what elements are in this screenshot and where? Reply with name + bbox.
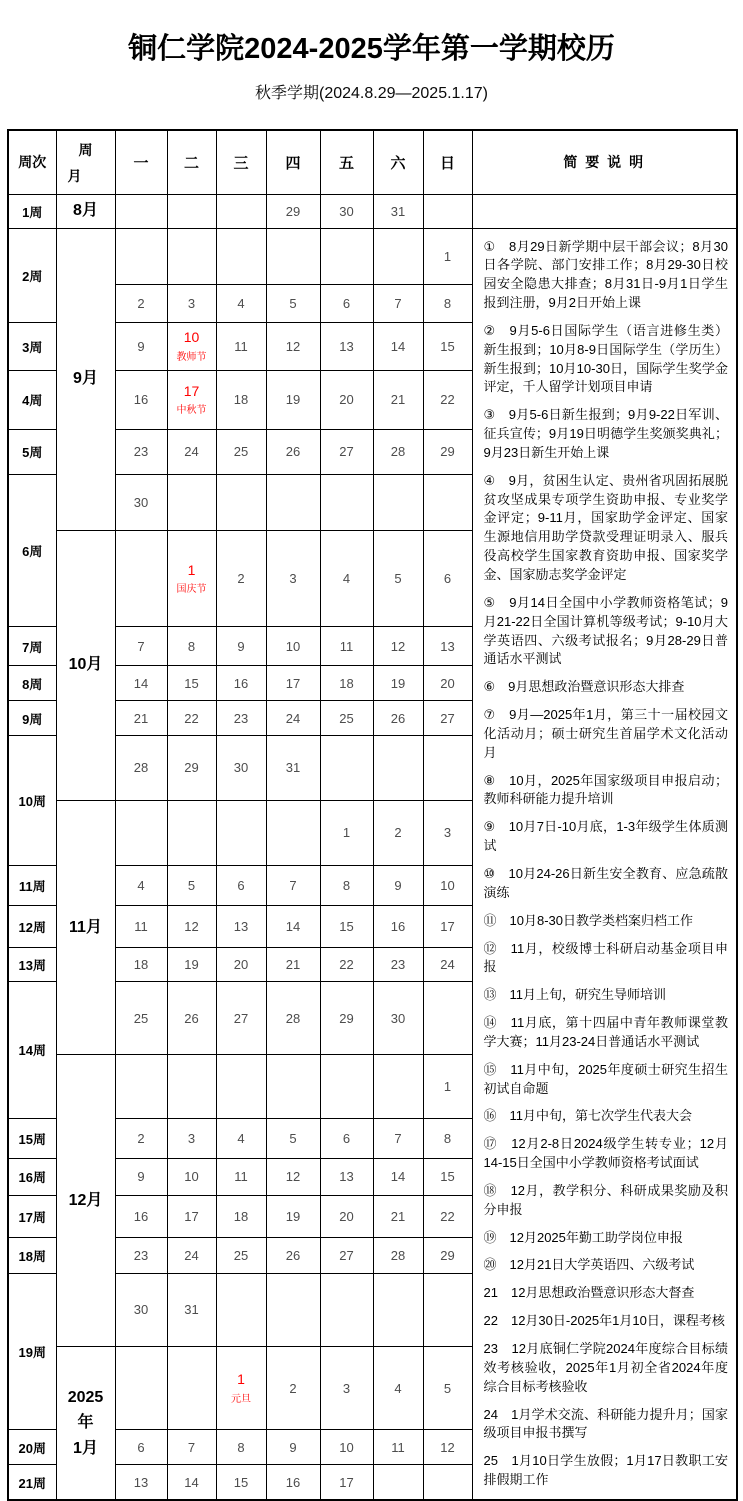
day-cell: 19 <box>373 666 423 701</box>
week-cell: 14周 <box>8 981 56 1118</box>
day-cell: 30 <box>320 194 373 228</box>
week-cell: 8周 <box>8 666 56 701</box>
day-cell <box>423 1273 472 1346</box>
day-cell: 18 <box>115 947 167 981</box>
day-cell: 3 <box>167 1118 216 1158</box>
day-cell: 26 <box>167 981 216 1054</box>
day-cell: 2 <box>373 800 423 865</box>
day-cell: 5 <box>167 865 216 905</box>
day-cell: 20 <box>320 370 373 429</box>
day-cell: 29 <box>423 1237 472 1273</box>
day-cell: 9 <box>266 1430 320 1465</box>
note-item: ⑥ 9月思想政治暨意识形态大排查 <box>483 679 685 695</box>
day-cell: 20 <box>423 666 472 701</box>
holiday-label: 教师节 <box>176 351 207 363</box>
day-cell: 23 <box>115 1237 167 1273</box>
holiday-cell-mid-autumn <box>167 370 216 429</box>
day-cell: 30 <box>115 474 167 530</box>
day-cell: 10 <box>266 627 320 666</box>
day-cell: 28 <box>373 1237 423 1273</box>
day-cell <box>320 736 373 800</box>
note-item: 25 1月10日学生放假；1月17日教职工安排假期工作 <box>483 1453 728 1488</box>
day-cell: 7 <box>115 627 167 666</box>
note-item: ⑰ 12月2-8日2024级学生转专业；12月14-15日全国中小学教师资格考试面试 <box>483 1136 728 1171</box>
day-cell: 11 <box>320 627 373 666</box>
day-cell: 7 <box>373 1118 423 1158</box>
holiday-date: 1 <box>187 561 196 578</box>
month-cell-dec: 12月 <box>56 1055 115 1347</box>
day-cell: 10 <box>423 865 472 905</box>
day-cell <box>167 228 216 284</box>
day-cell: 18 <box>216 1195 266 1237</box>
day-cell: 2 <box>216 530 266 626</box>
day-cell: 23 <box>115 429 167 474</box>
holiday-label: 中秋节 <box>176 405 207 417</box>
day-cell: 21 <box>373 370 423 429</box>
day-cell: 5 <box>373 530 423 626</box>
day-cell: 22 <box>423 1195 472 1237</box>
day-cell <box>320 1055 373 1118</box>
month-cell-oct: 10月 <box>56 530 115 800</box>
day-cell <box>423 981 472 1054</box>
day-cell: 20 <box>320 1195 373 1237</box>
week-cell: 20周 <box>8 1430 56 1465</box>
week-cell: 1周 <box>8 194 56 228</box>
day-cell <box>423 194 472 228</box>
day-cell: 8 <box>167 627 216 666</box>
note-item: ⑧ 10月，2025年国家级项目申报启动；教师科研能力提升培训 <box>483 772 728 807</box>
calendar-table <box>7 129 738 1501</box>
header-week-col: 周次 <box>8 130 56 194</box>
day-cell: 6 <box>423 530 472 626</box>
day-cell: 3 <box>266 530 320 626</box>
note-item: ⑩ 10月24-26日新生安全教育、应急疏散演练 <box>483 865 728 900</box>
note-item: ⑤ 9月14日全国中小学教师资格笔试；9月21-22日全国计算机等级考试；9-10月大学英语四、六级考试报名；9月28-29日普通话水平测试 <box>483 594 728 667</box>
note-item: ② 9月5-6日国际学生（语言进修生类）新生报到；10月8-9日国际学生（学历生）新生报到；10月10-30日，国际学生奖学金评定，千人留学计划项目申请 <box>483 322 728 395</box>
day-cell: 3 <box>167 284 216 322</box>
note-item: ④ 9月，贫困生认定、贵州省巩固拓展脱贫攻坚成果专项学生资助申报、专业奖学金评定；9-11月，国家助学金评定、国家生源地信用助学贷款受理证明录入、服兵役高校学生国家教育资助申报、国家奖学金、国家励志奖学金评定 <box>483 472 728 582</box>
day-cell: 24 <box>266 701 320 736</box>
month-cell-aug: 8月 <box>56 194 115 228</box>
day-cell <box>373 1273 423 1346</box>
holiday-cell-national-day <box>167 530 216 626</box>
day-cell: 27 <box>216 981 266 1054</box>
day-cell: 11 <box>115 905 167 947</box>
day-cell: 5 <box>266 284 320 322</box>
header-tuesday: 二 <box>167 130 216 194</box>
day-cell <box>115 194 167 228</box>
day-cell: 13 <box>423 627 472 666</box>
week-cell: 9周 <box>8 701 56 736</box>
day-cell: 4 <box>216 284 266 322</box>
day-cell: 23 <box>216 701 266 736</box>
corner-month-label: 月 <box>67 167 82 184</box>
week-cell: 2周 <box>8 228 56 322</box>
day-cell: 27 <box>423 701 472 736</box>
day-cell: 20 <box>216 947 266 981</box>
day-cell <box>373 474 423 530</box>
day-cell: 6 <box>320 284 373 322</box>
day-cell <box>373 1055 423 1118</box>
header-saturday: 六 <box>373 130 423 194</box>
day-cell <box>266 474 320 530</box>
day-cell: 19 <box>266 1195 320 1237</box>
day-cell: 1 <box>423 228 472 284</box>
day-cell <box>216 1055 266 1118</box>
note-item: ⑯ 11月中旬，第七次学生代表大会 <box>483 1108 692 1124</box>
day-cell <box>216 1273 266 1346</box>
note-item: 24 1月学术交流、科研能力提升月；国家级项目申报书撰写 <box>483 1406 728 1441</box>
day-cell: 16 <box>266 1465 320 1500</box>
day-cell: 8 <box>320 865 373 905</box>
day-cell: 17 <box>320 1465 373 1500</box>
header-thursday: 四 <box>266 130 320 194</box>
day-cell: 29 <box>423 429 472 474</box>
day-cell: 14 <box>266 905 320 947</box>
day-cell: 29 <box>266 194 320 228</box>
week-cell: 21周 <box>8 1465 56 1500</box>
day-cell: 21 <box>115 701 167 736</box>
day-cell: 4 <box>115 865 167 905</box>
day-cell: 8 <box>423 284 472 322</box>
day-cell: 11 <box>216 322 266 370</box>
header-wednesday: 三 <box>216 130 266 194</box>
week-cell: 4周 <box>8 370 56 429</box>
day-cell: 15 <box>167 666 216 701</box>
day-cell <box>216 474 266 530</box>
day-cell: 25 <box>115 981 167 1054</box>
day-cell: 6 <box>320 1118 373 1158</box>
note-item: ⑲ 12月2025年勤工助学岗位申报 <box>483 1229 683 1245</box>
day-cell: 19 <box>167 947 216 981</box>
day-cell <box>216 228 266 284</box>
week-cell: 12周 <box>8 905 56 947</box>
day-cell <box>423 474 472 530</box>
day-cell: 1 <box>423 1055 472 1118</box>
day-cell: 7 <box>373 284 423 322</box>
day-cell: 24 <box>167 429 216 474</box>
holiday-date: 17 <box>183 382 200 399</box>
note-item: ⑮ 11月中旬，2025年度硕士研究生招生初试自命题 <box>483 1061 728 1096</box>
note-item: 22 12月30日-2025年1月10日，课程考核 <box>483 1313 725 1329</box>
day-cell: 15 <box>216 1465 266 1500</box>
month-jan-year-char: 年 <box>77 1414 94 1432</box>
day-cell: 22 <box>167 701 216 736</box>
day-cell: 14 <box>373 322 423 370</box>
note-item: ⑭ 11月底，第十四届中青年教师课堂教学大赛；11月23-24日普通话水平测试 <box>483 1015 728 1049</box>
day-cell: 13 <box>320 322 373 370</box>
note-item: ⑳ 12月21日大学英语四、六级考试 <box>483 1257 695 1273</box>
note-item: ⑱ 12月，教学积分、科研成果奖励及积分申报 <box>483 1182 728 1217</box>
day-cell <box>423 1465 472 1500</box>
day-cell: 27 <box>320 1237 373 1273</box>
header-sunday: 日 <box>423 130 472 194</box>
day-cell <box>266 800 320 865</box>
note-item: ③ 9月5-6日新生报到；9月9-22日军训、征兵宣传；9月19日明德学生奖颁奖典礼；9月23日新生开始上课 <box>483 407 728 460</box>
day-cell <box>167 800 216 865</box>
day-cell <box>115 530 167 626</box>
day-cell: 26 <box>373 701 423 736</box>
day-cell <box>115 228 167 284</box>
day-cell: 3 <box>423 800 472 865</box>
day-cell: 15 <box>320 905 373 947</box>
page-title: 铜仁学院2024-2025学年第一学期校历 <box>128 33 615 65</box>
day-cell: 9 <box>115 1158 167 1195</box>
note-item: ⑫ 11月，校级博士科研启动基金项目申报 <box>483 940 728 975</box>
holiday-label: 元旦 <box>231 1394 251 1406</box>
month-jan-label: 1月 <box>73 1439 98 1457</box>
day-cell: 18 <box>320 666 373 701</box>
day-cell: 2 <box>115 1118 167 1158</box>
day-cell: 7 <box>167 1430 216 1465</box>
note-item: 21 12月思想政治暨意识形态大督查 <box>483 1285 695 1301</box>
week-cell: 15周 <box>8 1118 56 1158</box>
day-cell: 28 <box>373 429 423 474</box>
day-cell: 8 <box>216 1430 266 1465</box>
header-monday: 一 <box>115 130 167 194</box>
day-cell: 13 <box>216 905 266 947</box>
day-cell: 2 <box>115 284 167 322</box>
header-corner-cell <box>56 130 115 194</box>
day-cell: 16 <box>115 370 167 429</box>
day-cell: 19 <box>266 370 320 429</box>
day-cell: 14 <box>373 1158 423 1195</box>
day-cell: 25 <box>216 1237 266 1273</box>
day-cell: 4 <box>216 1118 266 1158</box>
day-cell <box>320 1273 373 1346</box>
note-item: ⑨ 10月7日-10月底，1-3年级学生体质测试 <box>483 819 728 854</box>
month-cell-nov: 11月 <box>56 800 115 1055</box>
day-cell: 15 <box>423 322 472 370</box>
day-cell: 6 <box>216 865 266 905</box>
day-cell: 25 <box>216 429 266 474</box>
day-cell: 9 <box>115 322 167 370</box>
note-item: ⑪ 10月8-30日教学类档案归档工作 <box>483 912 693 928</box>
day-cell <box>373 228 423 284</box>
day-cell <box>320 474 373 530</box>
day-cell <box>266 228 320 284</box>
day-cell: 17 <box>266 666 320 701</box>
day-cell: 4 <box>373 1347 423 1430</box>
day-cell <box>115 1347 167 1430</box>
notes-cell <box>472 228 737 1500</box>
day-cell: 12 <box>373 627 423 666</box>
day-cell: 6 <box>115 1430 167 1465</box>
day-cell: 5 <box>266 1118 320 1158</box>
day-cell: 26 <box>266 429 320 474</box>
holiday-cell-new-year <box>216 1347 266 1430</box>
day-cell: 12 <box>423 1430 472 1465</box>
day-cell: 8 <box>423 1118 472 1158</box>
day-cell: 31 <box>167 1273 216 1346</box>
day-cell <box>167 474 216 530</box>
day-cell: 16 <box>216 666 266 701</box>
day-cell: 4 <box>320 530 373 626</box>
day-cell: 9 <box>216 627 266 666</box>
day-cell: 26 <box>266 1237 320 1273</box>
day-cell <box>216 194 266 228</box>
day-cell: 16 <box>373 905 423 947</box>
day-cell: 16 <box>115 1195 167 1237</box>
day-cell <box>266 1273 320 1346</box>
week-cell: 17周 <box>8 1195 56 1237</box>
day-cell: 24 <box>423 947 472 981</box>
day-cell: 30 <box>115 1273 167 1346</box>
week-cell: 7周 <box>8 627 56 666</box>
week-cell: 11周 <box>8 865 56 905</box>
week-cell: 5周 <box>8 429 56 474</box>
day-cell: 10 <box>320 1430 373 1465</box>
day-cell: 21 <box>373 1195 423 1237</box>
corner-week-label: 周 <box>78 142 93 158</box>
day-cell: 14 <box>167 1465 216 1500</box>
day-cell <box>167 1055 216 1118</box>
day-cell: 13 <box>115 1465 167 1500</box>
day-cell: 23 <box>373 947 423 981</box>
day-cell: 15 <box>423 1158 472 1195</box>
day-cell: 27 <box>320 429 373 474</box>
day-cell: 29 <box>167 736 216 800</box>
day-cell <box>115 1055 167 1118</box>
day-cell: 22 <box>320 947 373 981</box>
day-cell: 25 <box>320 701 373 736</box>
day-cell: 18 <box>216 370 266 429</box>
month-cell-jan <box>56 1347 115 1500</box>
day-cell <box>115 800 167 865</box>
day-cell <box>216 800 266 865</box>
day-cell: 12 <box>266 1158 320 1195</box>
week-cell: 3周 <box>8 322 56 370</box>
day-cell: 14 <box>115 666 167 701</box>
note-item: ⑦ 9月—2025年1月，第三十一届校园文化活动月；硕士研究生首届学术文化活动月 <box>483 707 728 760</box>
day-cell: 12 <box>266 322 320 370</box>
holiday-label: 国庆节 <box>176 584 207 596</box>
day-cell: 9 <box>373 865 423 905</box>
day-cell: 31 <box>373 194 423 228</box>
day-cell <box>373 736 423 800</box>
week-cell: 16周 <box>8 1158 56 1195</box>
week-cell: 6周 <box>8 474 56 627</box>
header-notes-col: 简 要 说 明 <box>472 130 737 194</box>
day-cell: 5 <box>423 1347 472 1430</box>
day-cell <box>373 1465 423 1500</box>
day-cell <box>423 736 472 800</box>
day-cell: 17 <box>167 1195 216 1237</box>
day-cell <box>167 1347 216 1430</box>
day-cell <box>167 194 216 228</box>
day-cell: 30 <box>216 736 266 800</box>
day-cell: 28 <box>115 736 167 800</box>
day-cell: 12 <box>167 905 216 947</box>
holiday-date: 10 <box>183 329 200 346</box>
day-cell: 17 <box>423 905 472 947</box>
week-cell: 10周 <box>8 736 56 866</box>
day-cell: 24 <box>167 1237 216 1273</box>
day-cell: 28 <box>266 981 320 1054</box>
note-item: ① 8月29日新学期中层干部会议；8月30日各学院、部门安排工作；8月29-30日校园安全隐患大排查；8月31日-9月1日学生报到注册，9月2日开始上课 <box>483 238 728 311</box>
week-cell: 19周 <box>8 1273 56 1430</box>
header-friday: 五 <box>320 130 373 194</box>
holiday-date: 1 <box>237 1371 245 1388</box>
week-cell: 18周 <box>8 1237 56 1273</box>
day-cell: 2 <box>266 1347 320 1430</box>
month-jan-year: 2025 <box>67 1388 104 1406</box>
day-cell: 21 <box>266 947 320 981</box>
week-cell: 13周 <box>8 947 56 981</box>
day-cell: 29 <box>320 981 373 1054</box>
day-cell: 11 <box>373 1430 423 1465</box>
month-cell-sep: 9月 <box>56 228 115 530</box>
holiday-cell-teachers-day <box>167 322 216 370</box>
day-cell: 11 <box>216 1158 266 1195</box>
day-cell: 7 <box>266 865 320 905</box>
note-item: ⑬ 11月上旬，研究生导师培训 <box>483 987 666 1003</box>
day-cell: 30 <box>373 981 423 1054</box>
day-cell: 10 <box>167 1158 216 1195</box>
day-cell <box>320 228 373 284</box>
day-cell: 22 <box>423 370 472 429</box>
notes-empty-cell <box>472 194 737 228</box>
page-subtitle: 秋季学期(2024.8.29—2025.1.17) <box>254 85 489 102</box>
note-item: 23 12月底铜仁学院2024年度综合目标绩效考核验收，2025年1月初全省2024年度综合目标考核验收 <box>483 1341 728 1394</box>
day-cell: 31 <box>266 736 320 800</box>
day-cell <box>266 1055 320 1118</box>
day-cell: 1 <box>320 800 373 865</box>
day-cell: 3 <box>320 1347 373 1430</box>
day-cell: 13 <box>320 1158 373 1195</box>
